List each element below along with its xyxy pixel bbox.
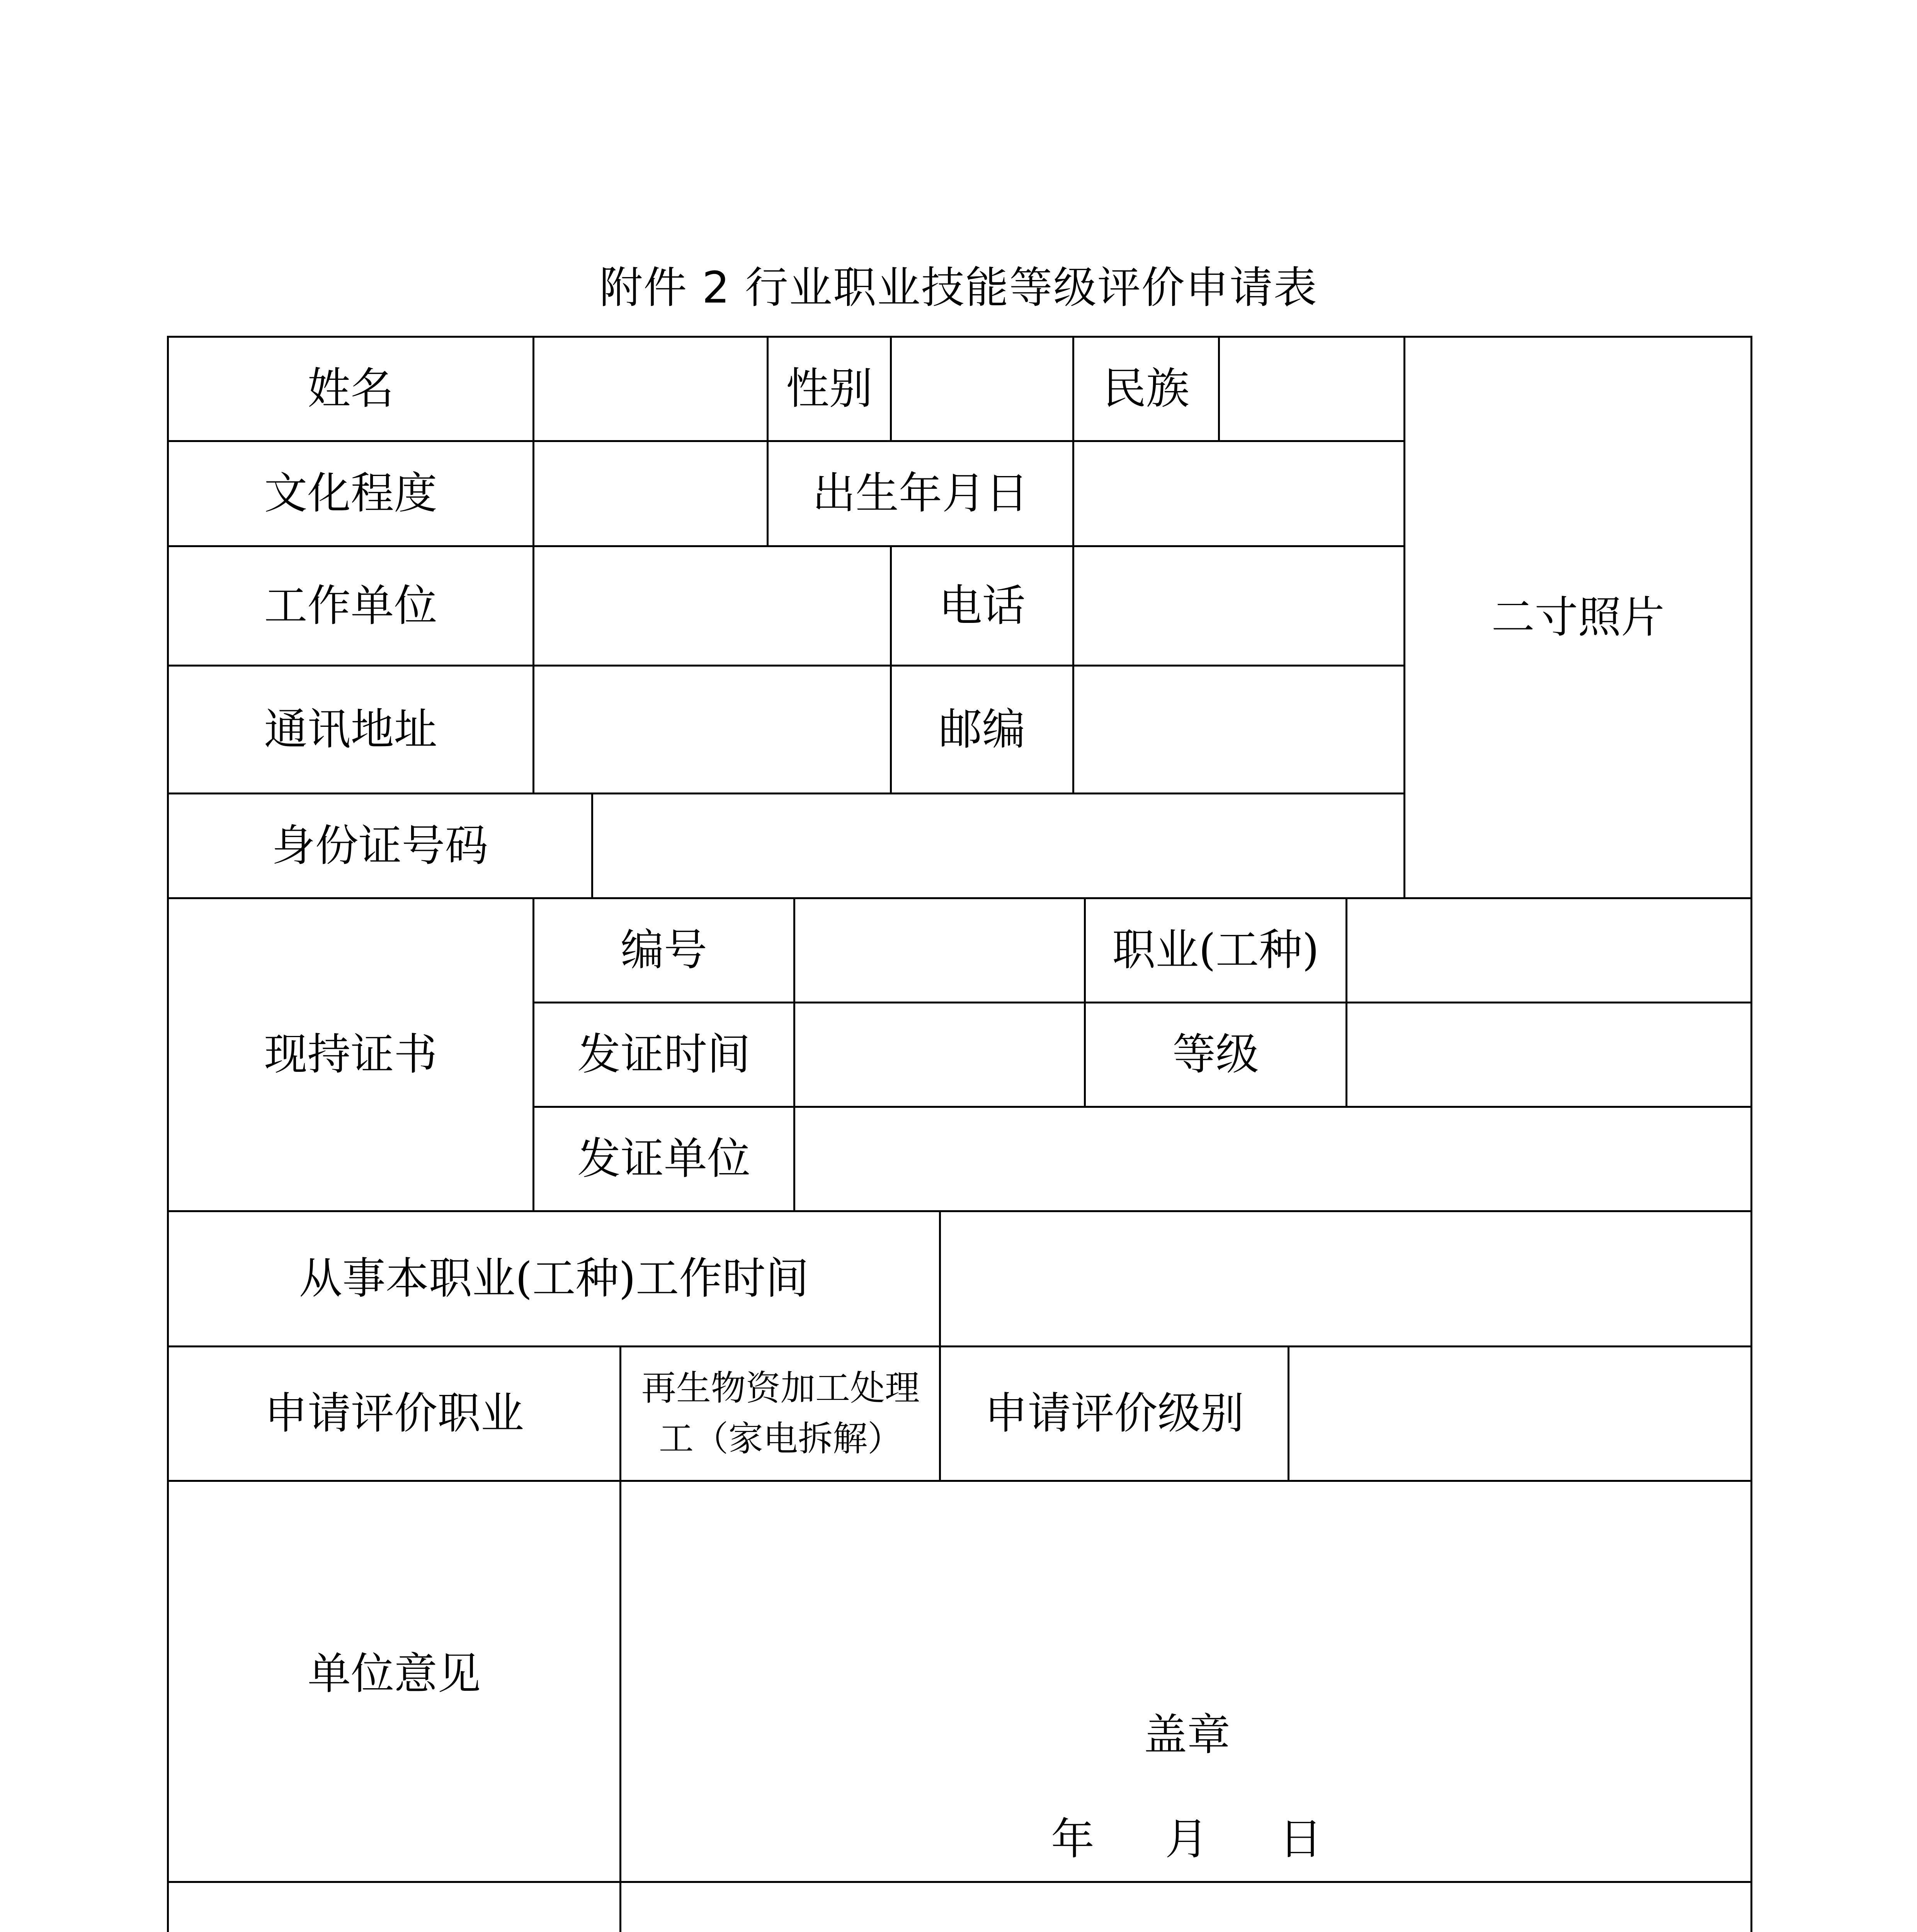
agency-opinion-field[interactable]	[621, 1883, 1750, 1932]
id-number-label: 身份证号码	[272, 820, 488, 871]
ethnicity-field[interactable]	[1220, 338, 1403, 440]
address-field[interactable]	[534, 667, 890, 793]
unit-year-label: 年	[1051, 1814, 1094, 1864]
apply-occupation-value: 再生物资加工处理工（家电拆解）	[641, 1368, 920, 1459]
postcode-label: 邮编	[939, 704, 1026, 755]
cert-number-label: 编号	[621, 925, 707, 976]
cert-issue-date-label: 发证时间	[577, 1029, 750, 1080]
id-number-field[interactable]	[593, 794, 1403, 897]
unit-opinion-label: 单位意见	[308, 1649, 481, 1699]
apply-level-field[interactable]	[1289, 1347, 1750, 1480]
current-certificate-label: 现持证书	[264, 1029, 437, 1080]
phone-label: 电话	[939, 580, 1026, 631]
name-field[interactable]	[534, 338, 767, 440]
education-field[interactable]	[534, 442, 767, 545]
cert-level-label: 等级	[1172, 1029, 1259, 1080]
birth-date-field[interactable]	[1074, 442, 1403, 545]
gender-label: 性别	[786, 364, 873, 414]
cert-issue-date-field[interactable]	[795, 1003, 1084, 1106]
work-years-label: 从事本职业(工种)工作时间	[299, 1253, 809, 1304]
unit-month-label: 月	[1165, 1814, 1208, 1864]
name-label: 姓名	[307, 364, 394, 414]
cert-issuer-field[interactable]	[795, 1108, 1750, 1210]
address-label: 通讯地址	[264, 704, 437, 755]
unit-seal-label: 盖章	[1144, 1710, 1230, 1760]
cert-occupation-label: 职业(工种)	[1112, 925, 1319, 976]
ethnicity-label: 民族	[1103, 364, 1189, 414]
form-title: 附件 2 行业职业技能等级评价申请表	[599, 263, 1318, 313]
cert-issuer-label: 发证单位	[577, 1134, 750, 1184]
phone-field[interactable]	[1074, 547, 1403, 665]
cert-number-field[interactable]	[795, 899, 1084, 1002]
cert-level-field[interactable]	[1347, 1003, 1750, 1106]
unit-day-label: 日	[1279, 1814, 1322, 1864]
work-unit-field[interactable]	[534, 547, 890, 665]
birth-date-label: 出生年月日	[812, 468, 1029, 519]
apply-occupation-label: 申请评价职业	[264, 1388, 524, 1439]
education-label: 文化程度	[264, 468, 437, 519]
work-unit-label: 工作单位	[264, 580, 437, 631]
postcode-field[interactable]	[1074, 667, 1403, 793]
work-years-field[interactable]	[941, 1212, 1750, 1345]
cert-occupation-field[interactable]	[1347, 899, 1750, 1002]
gender-field[interactable]	[892, 338, 1072, 440]
agency-opinion-label	[169, 1883, 619, 1932]
photo-placeholder: 二寸照片	[1491, 592, 1665, 643]
apply-level-label: 申请评价级别	[984, 1388, 1244, 1439]
